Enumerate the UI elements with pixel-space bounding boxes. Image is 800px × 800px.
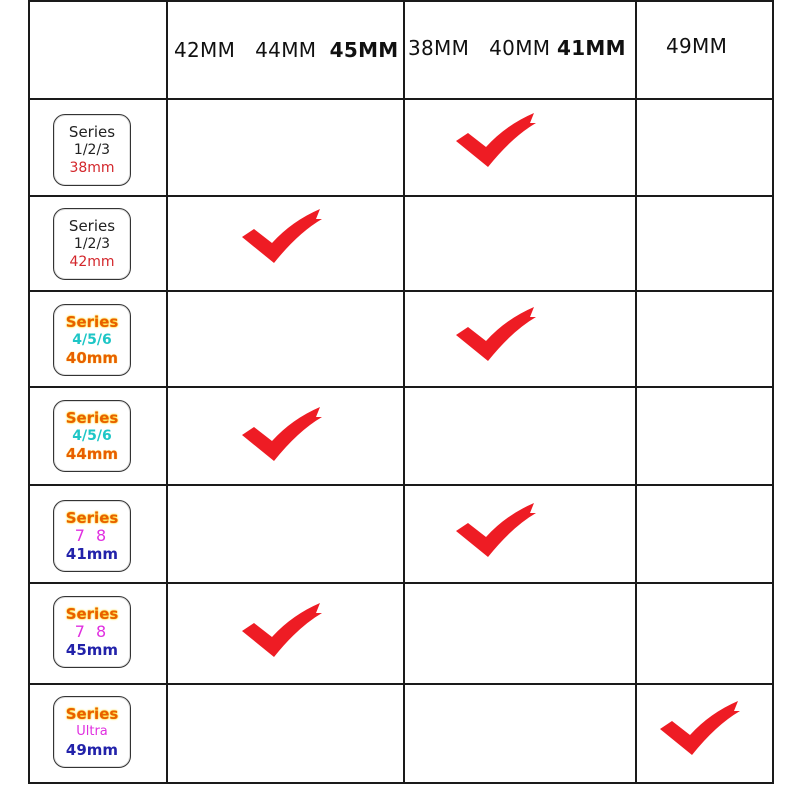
grid-line: [403, 0, 405, 784]
model-label: 7 8: [74, 526, 110, 545]
size-label: 45MM: [329, 38, 399, 62]
series-badge: [53, 500, 131, 572]
grid-line: [28, 0, 30, 784]
grid-line: [166, 0, 168, 784]
grid-line: [28, 98, 774, 100]
red-checkmark-icon: [454, 501, 538, 559]
grid-line: [28, 195, 774, 197]
grid-line: [28, 0, 774, 2]
series-label: Series: [65, 313, 119, 331]
series-label: Series: [68, 217, 116, 235]
grid-line: [28, 782, 774, 784]
size-label: 44MM: [255, 38, 317, 62]
series-badge: [53, 114, 131, 186]
model-label: Ultra: [76, 724, 108, 739]
size-label: 45mm: [65, 641, 119, 659]
red-checkmark-icon: [658, 699, 742, 757]
series-badge: [53, 304, 131, 376]
size-label: 42MM: [174, 38, 236, 62]
series-badge: [53, 208, 131, 280]
grid-line: [772, 0, 774, 784]
series-label: Series: [65, 605, 119, 623]
model-label: 4/5/6: [72, 428, 112, 444]
grid-line: [28, 683, 774, 685]
model-label: 1/2/3: [73, 142, 111, 158]
grid-line: [635, 0, 637, 784]
series-label: Series: [65, 705, 119, 723]
red-checkmark-icon: [454, 111, 538, 169]
grid-line: [28, 582, 774, 584]
size-label: 40MM: [489, 36, 551, 60]
column-header-3: [666, 34, 727, 58]
size-label: 49MM: [666, 34, 728, 58]
red-checkmark-icon: [240, 207, 324, 265]
series-badge: [53, 400, 131, 472]
grid-line: [28, 386, 774, 388]
red-checkmark-icon: [454, 305, 538, 363]
series-label: Series: [65, 509, 119, 527]
size-label: 41mm: [65, 545, 119, 563]
red-checkmark-icon: [240, 601, 324, 659]
size-label: 41MM: [557, 36, 626, 60]
model-label: 7 8: [74, 622, 110, 641]
series-label: Series: [68, 123, 116, 141]
size-label: 40mm: [65, 349, 119, 367]
series-badge: [53, 596, 131, 668]
column-header-2: [408, 36, 626, 60]
size-label: 42mm: [69, 254, 115, 270]
column-header-1: [174, 38, 399, 62]
size-label: 38MM: [408, 36, 470, 60]
series-badge: [53, 696, 131, 768]
size-label: 44mm: [65, 445, 119, 463]
size-label: 49mm: [65, 741, 119, 759]
model-label: 1/2/3: [73, 236, 111, 252]
size-label: 38mm: [69, 160, 115, 176]
grid-line: [28, 290, 774, 292]
red-checkmark-icon: [240, 405, 324, 463]
series-label: Series: [65, 409, 119, 427]
model-label: 4/5/6: [72, 332, 112, 348]
grid-line: [28, 484, 774, 486]
